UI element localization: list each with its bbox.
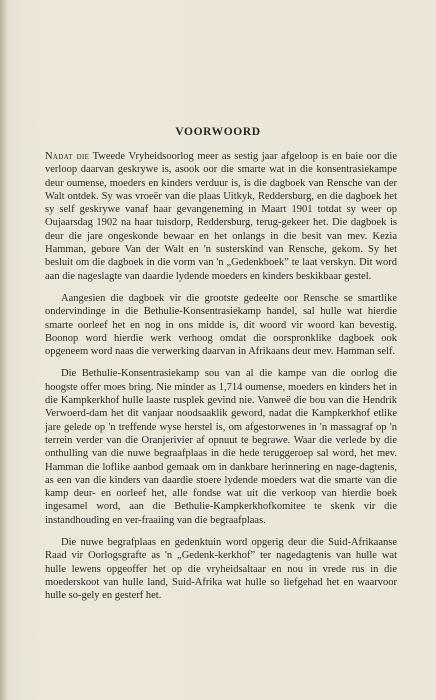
paragraph-1 [45, 150, 397, 283]
body-text [45, 150, 397, 612]
paragraph-3: Die Bethulie-Konsentrasiekamp sou van al die kampe van die oorlog die hoogste offer moes bring. Nie minder as 1,714 oumense, moeders en kinders het in die Kampkerkhof hulle laaste rusplek gevind nie. Vanweë die bou van die Hendrik Verwoerd-dam het dit vanjaar noodsaaklik geword, nadat die Kampkerkhof etlike jare gelede op 'n treffende wyse herstel is, om afgestorwenes in 'n massagraf op 'n terrein verder van die Oranjerivier af opnuut te begrawe. Waar die verlede by die onthulling van die nuwe begraafplaas in die hede teruggeroep sal word, het mev. Hamman die loflike aanbod gemaak om in dankbare herinnering en nage-dagtenis, as een van die kinders van daardie stoere lydende moeders wat die smarte van die kamp deur- en oorleef het, alle fondse wat uit die verkoop van hierdie boek ingesamel word, aan die Bethulie-Kampkerkhofkomitee te skenk vir die instandhouding en ver-fraaiing van die begraafplaas. [45, 368, 397, 526]
page-title: VOORWOORD [175, 126, 261, 138]
paragraph-lead-in: Nadat die [45, 151, 90, 162]
paragraph-4: Die nuwe begrafplaas en gedenktuin word opgerig deur die Suid-Afrikaanse Raad vir Oorlogsgrafte as 'n „Gedenk-kerkhof” ter nagedagtenis van hulle wat hulle lewens opgeoffer het op die vryheidsaltaar en nou in vrede rus in die moederskoot van hulle land, Suid-Afrika wat hulle so liefgehad het en waarvoor hulle so-gely en gesterf het. [45, 537, 397, 602]
paragraph-text: Tweede Vryheidsoorlog meer as sestig jaar afgeloop is en baie oor die verloop daarvan geskrywe is, asook oor die smarte wat in die konsentrasiekampe deur oumense, moeders en kinders verduur is, is die dagboek van Rensche van der Walt ontdek. Sy was vroeër van die plaas Uitkyk, Reddersburg, en die dagboek het sy self geskrywe vanaf haar gevangeneming in Maart 1901 totdat sy weer op Oujaarsdag 1902 na haar tuisdorp, Reddersburg, terug-gekeer het. Die dagboek is deur die jare ongeskonde bewaar en het onlangs in die besit van mev. Kezia Hamman, gebore Van der Walt en 'n susterskind van Rensche, gekom. Sy het besluit om die dagboek in die vorm van 'n „Gedenkboek” te laat verskyn. Dit word aan die nageslagte van daardie lydende moeders en kinders beskikbaar gestel. [45, 151, 397, 282]
binding-shadow [0, 0, 8, 700]
paragraph-2: Aangesien die dagboek vir die grootste gedeelte oor Rensche se smartlike ondervindinge in die Bethulie-Konsentrasiekamp handel, sal hulle wat hierdie smarte oorleef het en nog in ons midde is, dit woord vir woord kan bevestig. Boonop word hierdie werk verhoog omdat die oorspronklike dagboek ook opgeneem word naas die verwerking daarvan in Afrikaans deur mev. Hamman self. [45, 292, 397, 358]
